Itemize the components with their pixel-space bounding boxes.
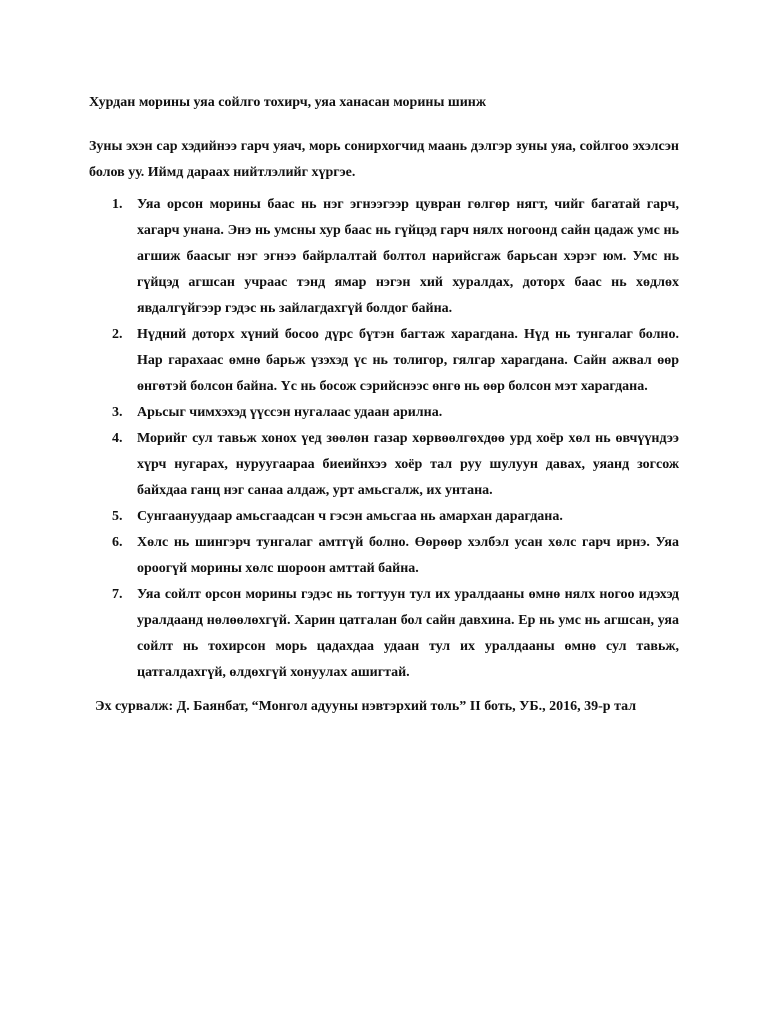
numbered-list — [89, 192, 679, 686]
list-item-text: Арьсыг чимхэхэд үүссэн нугалаас удаан арилна. — [137, 405, 443, 420]
source-citation: Эх сурвалж: Д. Баянбат, “Монгол адууны нэвтэрхий толь” II боть, УБ., 2016, 39-р тал — [95, 699, 637, 714]
list-item-number: 1. — [112, 197, 123, 212]
list-item — [89, 400, 679, 426]
list-item — [89, 582, 679, 686]
list-item — [89, 192, 679, 322]
list-item-text: Уяа орсон морины баас нь нэг эгнээгээр цувран гөлгөр нягт, чийг багатай гарч, хагарч унана. Энэ нь умсны хур баас нь гүйцэд гарч нялх ногоонд сайн цадаж умс нь агшиж баасыг нэг эгнээ байрлалтай болтол нарийсгаж барьсан хэрэг юм. Умс нь гүйцэд агшсан учраас тэнд ямар нэгэн хий хуралдах, доторх баас нь хөдлөх явдалгүйгээр гэдэс нь зайлагдахгүй болдог байна. — [137, 197, 679, 316]
list-item-number: 7. — [112, 587, 123, 602]
list-item-number: 3. — [112, 405, 123, 420]
list-item — [89, 322, 679, 400]
list-item — [89, 426, 679, 504]
list-item-text: Морийг сул тавьж хонох үед зөөлөн газар хөрвөөлгөхдөө урд хоёр хөл нь өвчүүндээ хүрч нугарах, нуруугаараа биеийнхээ хоёр тал руу шулуун давах, уяанд зогсож байхдаа ганц нэг санаа алдаж, урт амьсгалж, их унтана. — [137, 431, 679, 498]
list-item — [89, 530, 679, 582]
list-item — [89, 504, 679, 530]
list-item-text: Уяа сойлт орсон морины гэдэс нь тогтуун тул их уралдааны өмнө нялх ногоо идэхэд уралдаанд нөлөөлөхгүй. Харин цатгалан бол сайн давхина. Ер нь умс нь агшсан, уяа сойлт нь тохирсон морь цадахдаа удаан тул их уралдааны өмнө сул тавьж, цатгалдахгүй, өлдөхгүй хонуулах ашигтай. — [137, 587, 679, 680]
list-item-number: 4. — [112, 431, 123, 446]
list-item-number: 5. — [112, 509, 123, 524]
document-title: Хурдан морины уяа сойлго тохирч, уяа ханасан морины шинж — [89, 95, 487, 110]
list-item-number: 6. — [112, 535, 123, 550]
list-item-text: Сунгаануудаар амьсгаадсан ч гэсэн амьсгаа нь амархан дарагдана. — [137, 509, 563, 524]
document-page — [89, 90, 679, 720]
list-item-text: Нүдний доторх хүний босоо дүрс бүтэн багтаж харагдана. Нүд нь тунгалаг болно. Нар гарахаас өмнө барьж үзэхэд үс нь толигор, гялгар харагдана. Сайн ажвал өөр өнгөтэй болсон байна. Үс нь босож сэрийснээс өнгө нь өөр болсон мэт харагдана. — [137, 327, 679, 394]
list-item-number: 2. — [112, 327, 123, 342]
intro-paragraph: Зуны эхэн сар хэдийнээ гарч уяач, морь сонирхогчид маань дэлгэр зуны уяа, сойлгоо эхэлсэн болов уу. Иймд дараах нийтлэлийг хүргэе. — [89, 139, 679, 180]
list-item-text: Хөлс нь шингэрч тунгалаг амтгүй болно. Өөрөөр хэлбэл усан хөлс гарч ирнэ. Уяа ороогүй морины хөлс шороон амттай байна. — [137, 535, 679, 576]
